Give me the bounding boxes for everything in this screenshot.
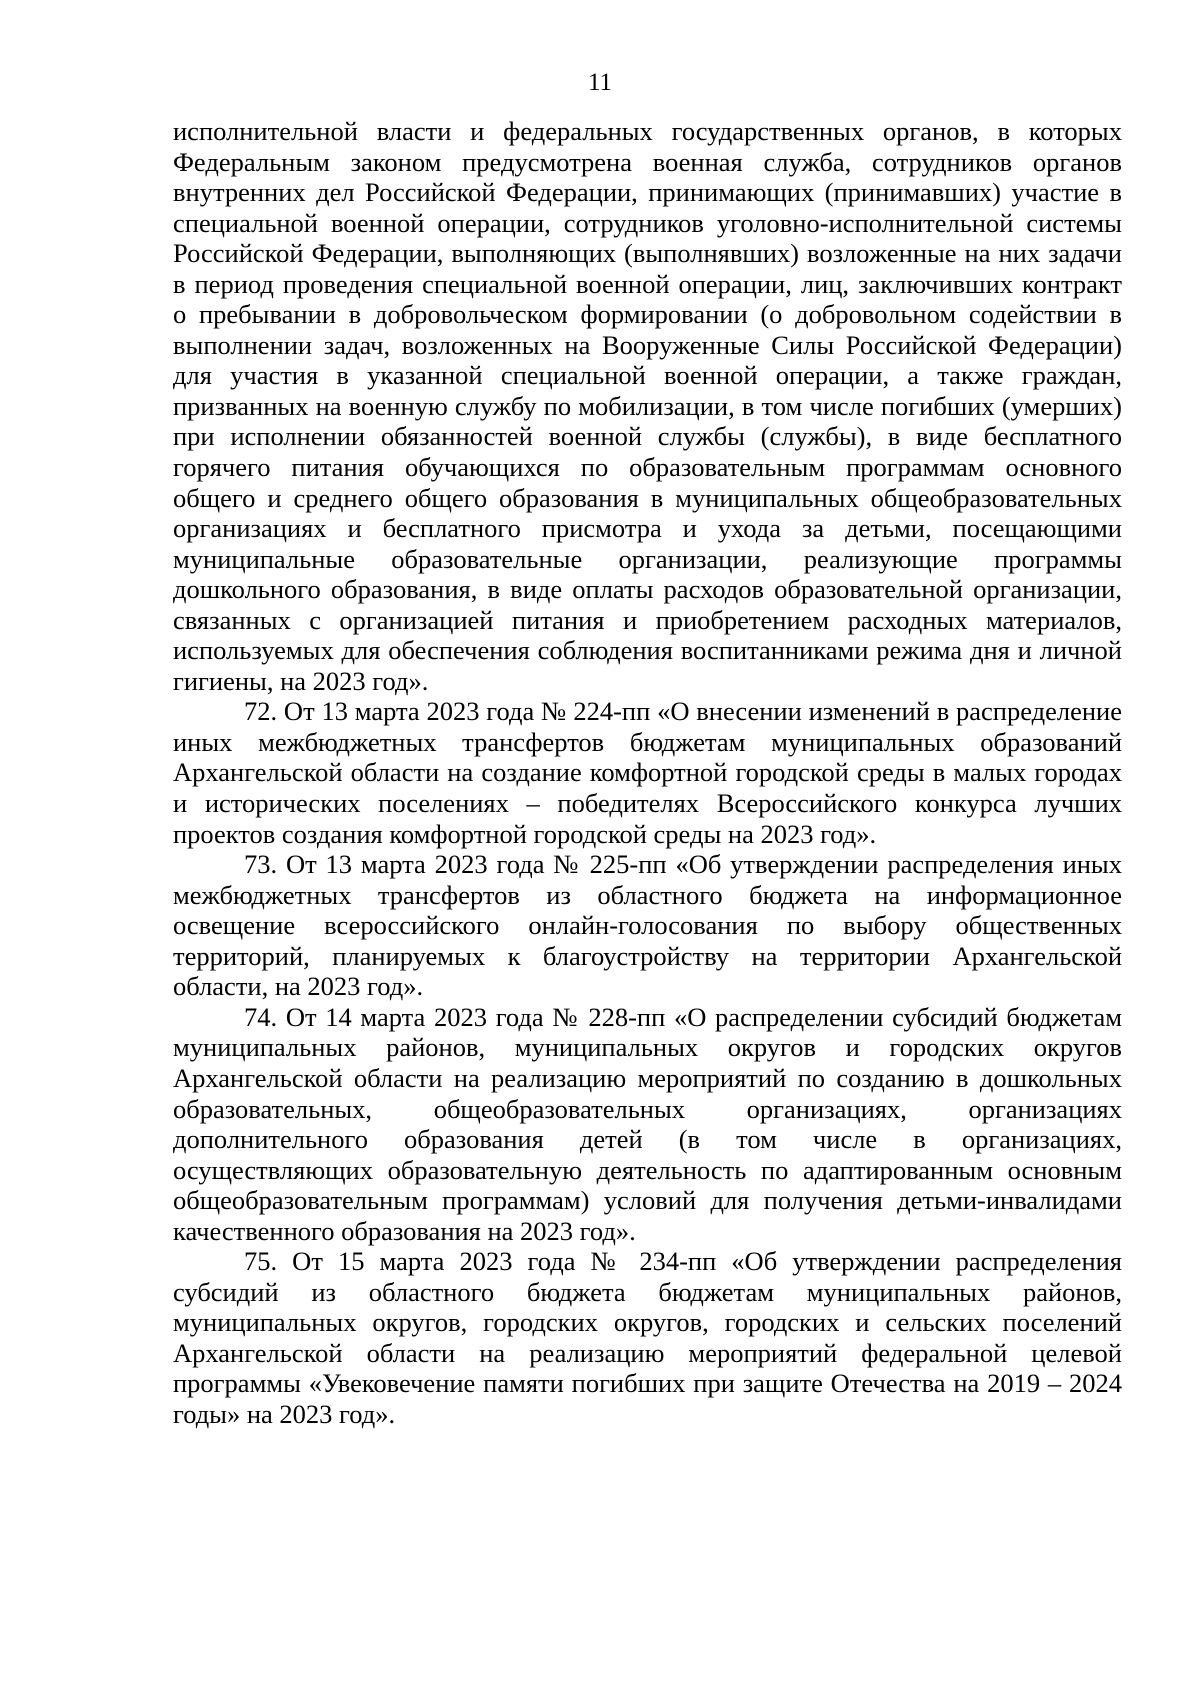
document-body <box>173 116 1122 1430</box>
paragraph-item-75: 75. От 15 марта 2023 года № 234-пп «Об утверждении распределения субсидий из областного бюджета бюджетам муниципальных районов, муниципальных округов, городских округов, городских и сельских поселений Архангельской области на реализацию мероприятий федеральной целевой программы «Увековечение памяти погибших при защите Отечества на 2019 – 2024 годы» на 2023 год». <box>173 1246 1122 1429</box>
paragraph-continuation: исполнительной власти и федеральных государственных органов, в которых Федеральным законом предусмотрена военная служба, сотрудников органов внутренних дел Российской Федерации, принимающих (принимавших) участие в специальной военной операции, сотрудников уголовно-исполнительной системы Российской Федерации, выполняющих (выполнявших) возложенные на них задачи в период проведения специальной военной операции, лиц, заключивших контракт о пребывании в добровольческом формировании (о добровольном содействии в выполнении задач, возложенных на Вооруженные Силы Российской Федерации) для участия в указанной специальной военной операции, а также граждан, призванных на военную службу по мобилизации, в том числе погибших (умерших) при исполнении обязанностей военной службы (службы), в виде бесплатного горячего питания обучающихся по образовательным программам основного общего и среднего общего образования в муниципальных общеобразовательных организациях и бесплатного присмотра и ухода за детьми, посещающими муниципальные образовательные организации, реализующие программы дошкольного образования, в виде оплаты расходов образовательной организации, связанных с организацией питания и приобретением расходных материалов, используемых для обеспечения соблюдения воспитанниками режима дня и личной гигиены, на 2023 год». <box>173 116 1122 696</box>
paragraph-item-73: 73. От 13 марта 2023 года № 225-пп «Об утверждении распределения иных межбюджетных трансфертов из областного бюджета на информационное освещение всероссийского онлайн-голосования по выбору общественных территорий, планируемых к благоустройству на территории Архангельской области, на 2023 год». <box>173 849 1122 1002</box>
page-number: 11 <box>587 69 613 96</box>
paragraph-item-72: 72. От 13 марта 2023 года № 224-пп «О внесении изменений в распределение иных межбюджетных трансфертов бюджетам муниципальных образований Архангельской области на создание комфортной городской среды в малых городах и исторических поселениях – победителях Всероссийского конкурса лучших проектов создания комфортной городской среды на 2023 год». <box>173 696 1122 849</box>
paragraph-item-74: 74. От 14 марта 2023 года № 228-пп «О распределении субсидий бюджетам муниципальных районов, муниципальных округов и городских округов Архангельской области на реализацию мероприятий по созданию в дошкольных образовательных, общеобразовательных организациях, организациях дополнительного образования детей (в том числе в организациях, осуществляющих образовательную деятельность по адаптированным основным общеобразовательным программам) условий для получения детьми-инвалидами качественного образования на 2023 год». <box>173 1001 1122 1246</box>
